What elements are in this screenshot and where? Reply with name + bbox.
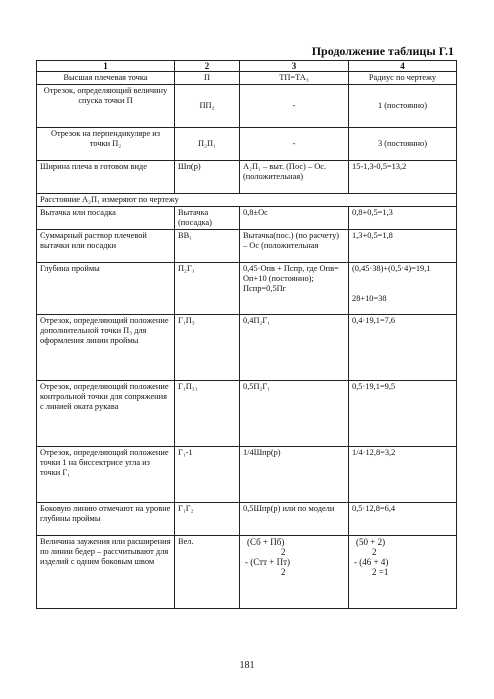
row-formula: Вытачка(пос.) (по расчету) – Ос (положительная	[240, 230, 349, 263]
table-row	[37, 536, 457, 609]
value-waist-denominator: 2	[372, 567, 377, 577]
value-waist-numerator: (46 + 4)	[359, 557, 389, 567]
header-cell-3: 3	[240, 61, 349, 72]
row-name: Величина заужения или расширения по линии бедер – рассчитывают для изделий с одним боковым швом	[37, 536, 175, 609]
table-row	[37, 128, 457, 161]
header-row	[37, 61, 457, 72]
row-name: Отрезок на перпендикуляре из точки П₂	[37, 128, 175, 161]
value-hip-denominator: 2	[372, 547, 377, 557]
data-table	[36, 60, 457, 609]
row-formula: 1/4Шпр(р)	[240, 447, 349, 503]
row-value: 0,5·12,8=6,4	[349, 503, 457, 536]
row-symbol: Вытачка (посадка)	[175, 207, 240, 230]
row-value: 1/4·12,8=3,2	[349, 447, 457, 503]
row-name: Суммарный раствор плечевой вытачки или посадки	[37, 230, 175, 263]
row-symbol: П₂П₁	[175, 128, 240, 161]
table-row	[37, 72, 457, 85]
header-cell-1: 1	[37, 61, 175, 72]
row-symbol: Г₁П₃₁	[175, 381, 240, 447]
row-value: 1 (постоянно)	[349, 85, 457, 128]
table-row	[37, 85, 457, 128]
row-symbol: Г₁Г₂	[175, 503, 240, 536]
row-value: 1,3+0,5=1,8	[349, 230, 457, 263]
row-symbol: Вел.	[175, 536, 240, 609]
row-symbol: Шп(р)	[175, 161, 240, 194]
row-name: Высшая плечевая точка	[37, 72, 175, 85]
formula-waist-denominator: 2	[281, 567, 286, 577]
header-cell-2: 2	[175, 61, 240, 72]
page-title: Продолжение таблицы Г.1	[311, 44, 454, 58]
row-name: Боковую линию отмечают на уровне глубины проймы	[37, 503, 175, 536]
row-name: Ширина плеча в готовом виде	[37, 161, 175, 194]
table-row	[37, 207, 457, 230]
row-formula: 0,4П₂Г₁	[240, 315, 349, 381]
row-name: Отрезок, определяющий положение дополнительной точки П₃ для оформления линии проймы	[37, 315, 175, 381]
row-value: 3 (постоянно)	[349, 128, 457, 161]
row-name: Отрезок, определяющий величину спуска точки П	[37, 85, 175, 128]
row-symbol: П₂Г₁	[175, 263, 240, 315]
row-symbol: ПП₂	[175, 85, 240, 128]
row-value: (0,45·38)+(0,5·4)=19,1	[352, 264, 431, 273]
row-value-extra: 28+10=38	[352, 294, 387, 303]
row-formula: ТП=ТА₃	[240, 72, 349, 85]
table-row	[37, 161, 457, 194]
table-row	[37, 503, 457, 536]
table-row	[37, 381, 457, 447]
formula-hip-denominator: 2	[281, 547, 286, 557]
row-formula: А₂П₁ – выт. (Пос) – Ос. (положительная)	[240, 161, 349, 194]
formula-waist-numerator: (Стт + Пт)	[250, 557, 291, 567]
row-formula: 0,5П₂Г₁	[240, 381, 349, 447]
header-cell-4: 4	[349, 61, 457, 72]
row-formula: -	[240, 128, 349, 161]
page-number: 181	[239, 660, 255, 671]
row-formula: 0,8±Ос	[240, 207, 349, 230]
row-symbol: ВВ₁	[175, 230, 240, 263]
row-symbol: Г₁-1	[175, 447, 240, 503]
row-value-cell	[349, 263, 457, 315]
table-row	[37, 230, 457, 263]
row-symbol: П	[175, 72, 240, 85]
row-value: 0,5·19,1=9,5	[349, 381, 457, 447]
row-name: Вытачка или посадка	[37, 207, 175, 230]
row-formula: 0,45·Опв + Пспр, где Опв= Оп+10 (постоянно); Пспр=0,5Пг	[240, 263, 349, 315]
table-row	[37, 194, 457, 207]
row-value-cell: (50 + 2) 2 - (46 + 4) 2 =1	[349, 536, 457, 609]
table-row	[37, 315, 457, 381]
table-row	[37, 447, 457, 503]
value-hip-numerator: (50 + 2)	[356, 537, 386, 547]
row-name: Отрезок, определяющий положение точки 1 на биссектрисе угла из точки Г₁	[37, 447, 175, 503]
row-formula: -	[240, 85, 349, 128]
row-note: Расстояние А₂П₁ измеряют по чертежу	[37, 194, 457, 207]
row-value: 0,4·19,1=7,6	[349, 315, 457, 381]
row-formula: 0,5Шпр(р) или по модели	[240, 503, 349, 536]
row-formula-cell: (Сб + Пб) 2 - (Стт + Пт) 2	[240, 536, 349, 609]
row-value: Радиус по чертежу	[349, 72, 457, 85]
row-value: 15-1,3-0,5=13,2	[349, 161, 457, 194]
value-result: =1	[378, 567, 389, 577]
row-name: Отрезок, определяющий положение контрольной точки для сопряжения с линией оката рукава	[37, 381, 175, 447]
formula-hip-numerator: (Сб + Пб)	[247, 537, 285, 547]
table-row	[37, 263, 457, 315]
row-symbol: Г₁П₃	[175, 315, 240, 381]
row-name: Глубина проймы	[37, 263, 175, 315]
row-value: 0,8+0,5=1,3	[349, 207, 457, 230]
